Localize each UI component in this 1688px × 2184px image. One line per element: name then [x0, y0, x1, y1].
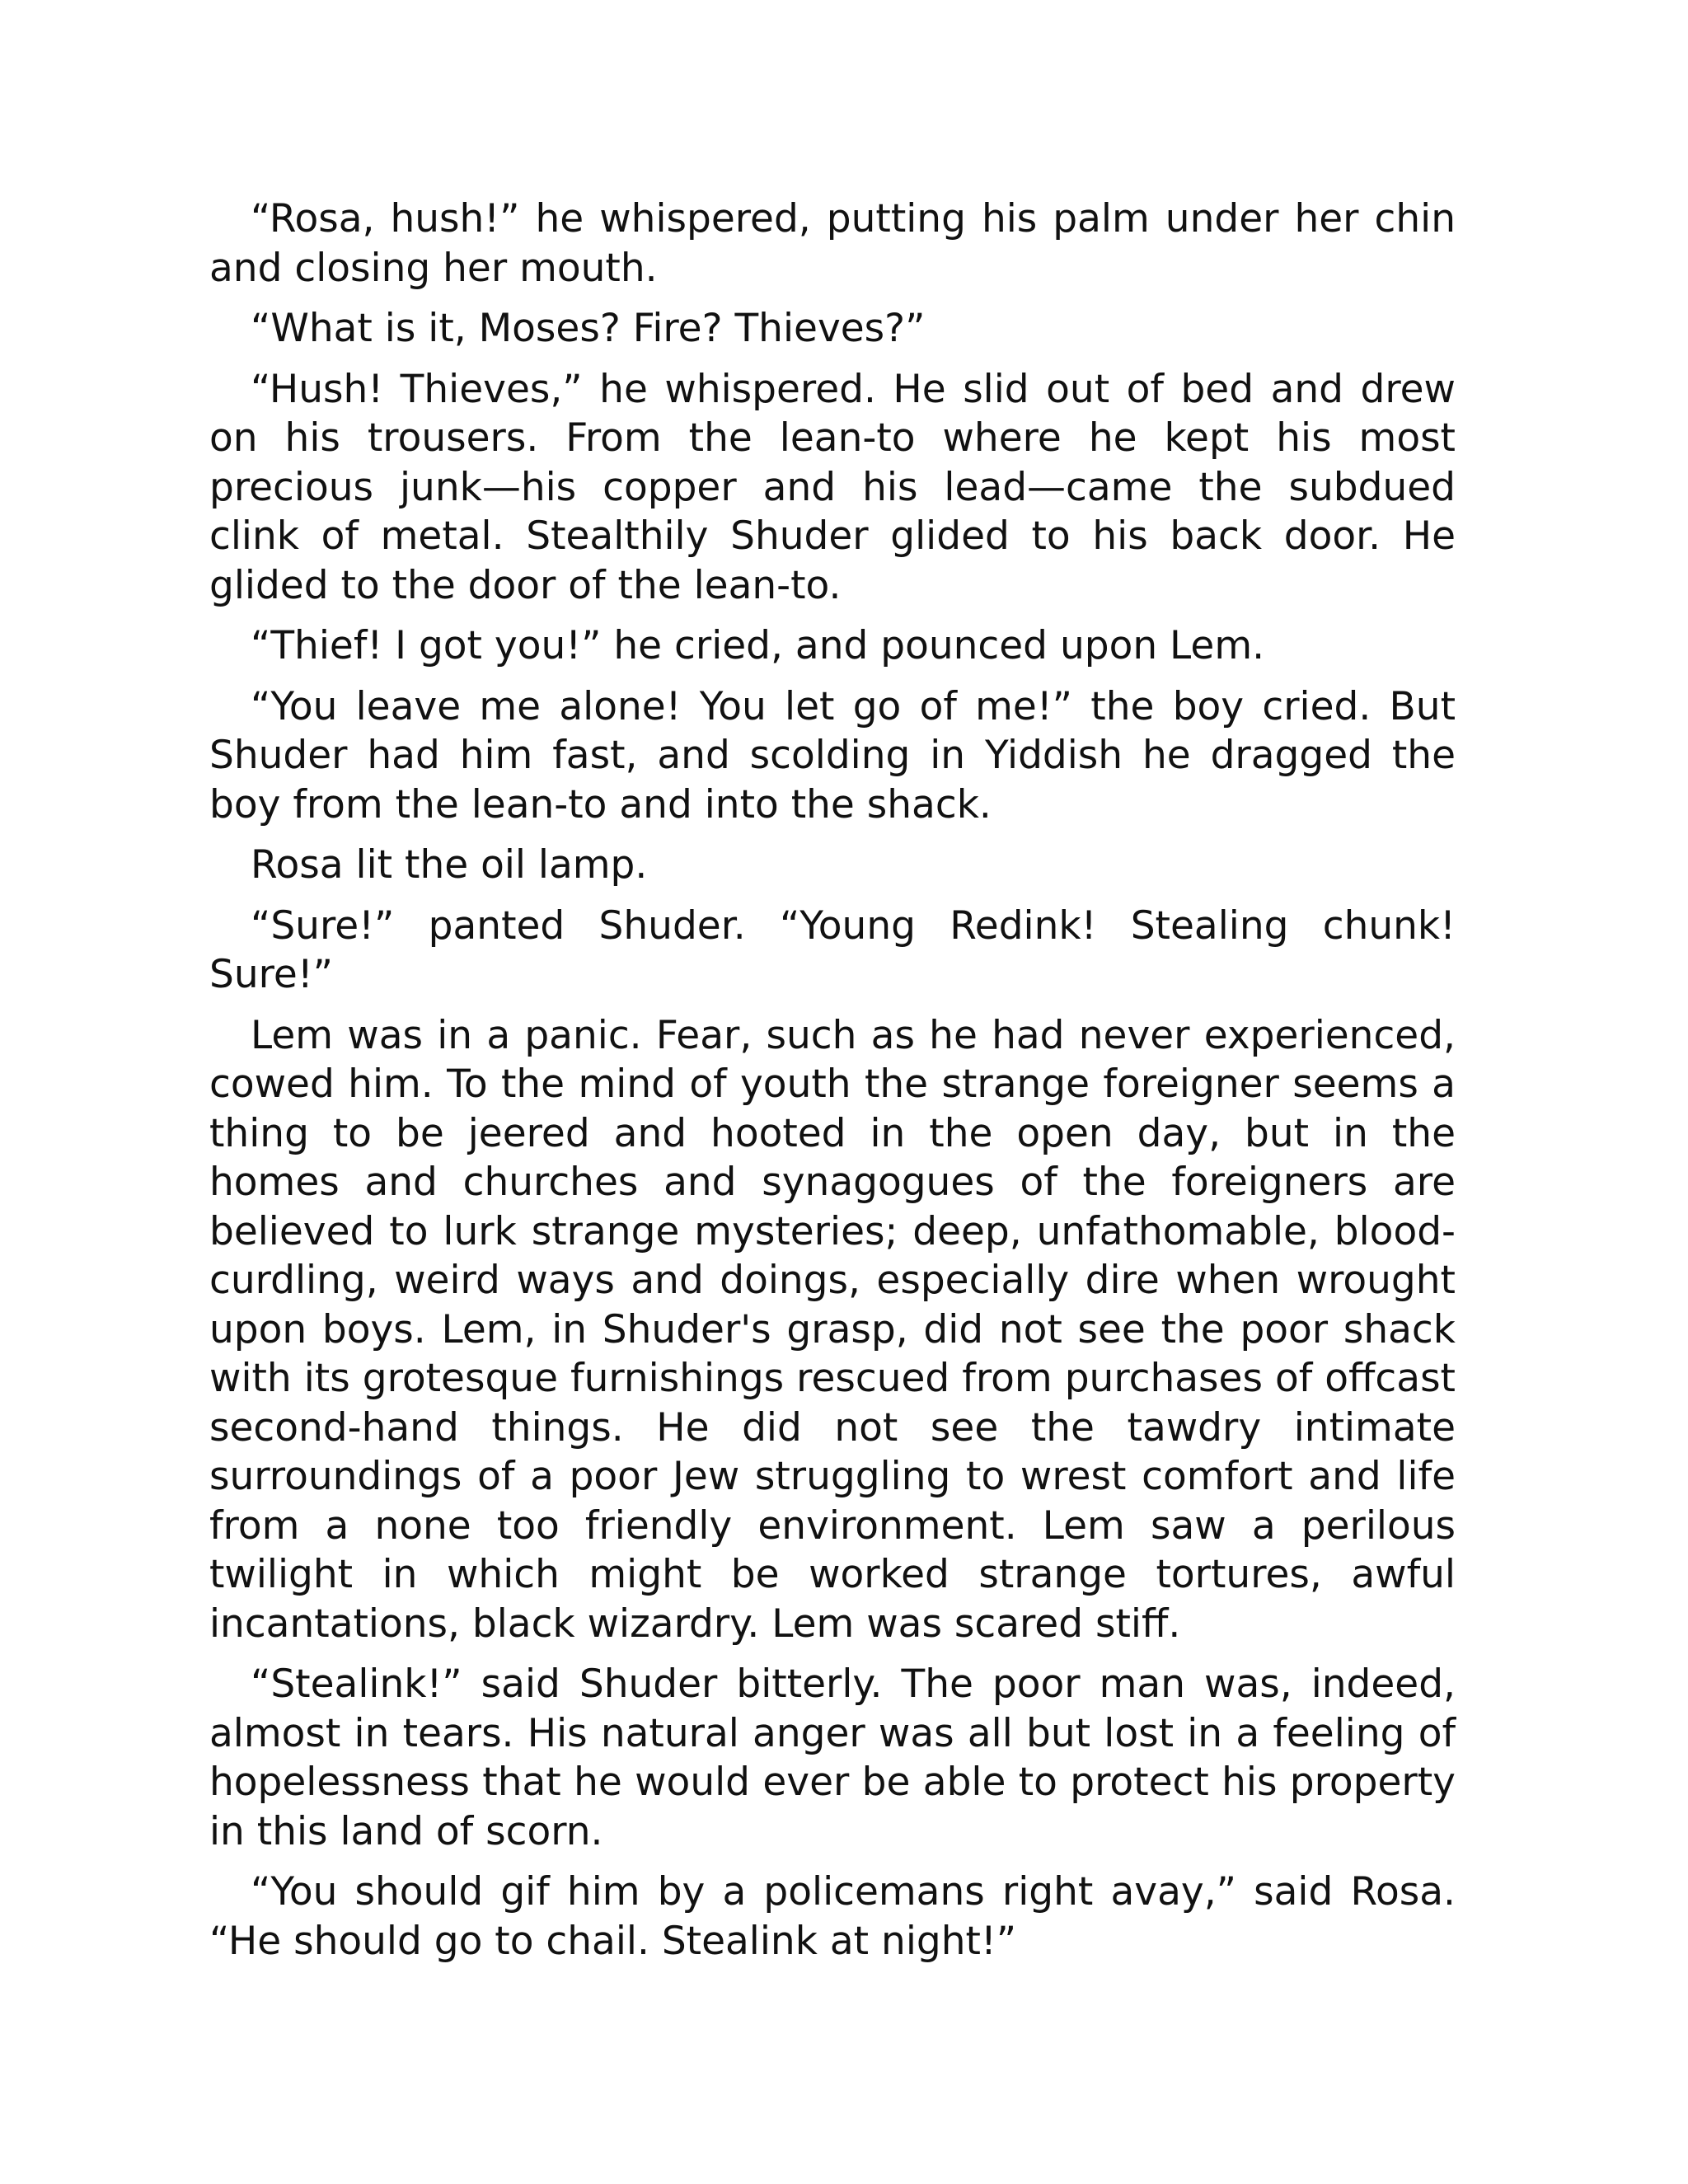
- paragraph-5: “You leave me alone! You let go of me!” the boy cried. But Shuder had him fast, and scolding in Yiddish he dragged the boy from the lean-to and into the shack.: [209, 683, 1456, 827]
- paragraph-6: Rosa lit the oil lamp.: [251, 842, 648, 888]
- paragraph-2: “What is it, Moses? Fire? Thieves?”: [251, 306, 926, 351]
- paragraph-4: “Thief! I got you!” he cried, and pounced upon Lem.: [251, 623, 1265, 668]
- paragraph-7: “Sure!” panted Shuder. “Young Redink! Stealing chunk! Sure!”: [209, 902, 1456, 997]
- page-text: [209, 194, 1456, 1977]
- paragraph-9: “Stealink!” said Shuder bitterly. The poor man was, indeed, almost in tears. His natural anger was all but lost in a feeling of hopelessness that he would ever be able to protect his property in this land of scorn.: [209, 1661, 1456, 1854]
- paragraph-1: “Rosa, hush!” he whispered, putting his palm under her chin and closing her mouth.: [209, 196, 1456, 291]
- paragraph-3: “Hush! Thieves,” he whispered. He slid out of bed and drew on his trousers. From the lean-to where he kept his most precious junk—his copper and his lead—came the subdued clink of metal. Stealthily Shuder glided to his back door. He glided to the door of the lean-to.: [209, 366, 1456, 608]
- paragraph-10: “You should gif him by a policemans right avay,” said Rosa. “He should go to chail. Stealink at night!”: [209, 1869, 1456, 1964]
- paragraph-8: Lem was in a panic. Fear, such as he had never experienced, cowed him. To the mind of youth the strange foreigner seems a thing to be jeered and hooted in the open day, but in the homes and churches and synagogues of the foreigners are believed to lurk strange mysteries; deep, unfathomable, blood-curdling, weird ways and doings, especially dire when wrought upon boys. Lem, in Shuder's grasp, did not see the poor shack with its grotesque furnishings rescued from purchases of offcast second-hand things. He did not see the tawdry intimate surroundings of a poor Jew struggling to wrest comfort and life from a none too friendly environment. Lem saw a perilous twilight in which might be worked strange tortures, awful incantations, black wizardry. Lem was scared stiff.: [209, 1012, 1456, 1647]
